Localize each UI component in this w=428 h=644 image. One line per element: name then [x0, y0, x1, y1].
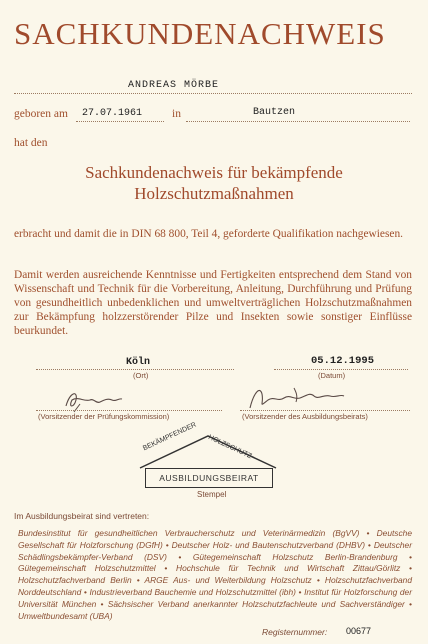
birth-date: 27.07.1961 — [82, 108, 143, 119]
hat-den-label: hat den — [14, 137, 48, 149]
birth-place-line — [186, 121, 410, 122]
signature-right-label: (Vorsitzender des Ausbildungsbeirats) — [242, 412, 368, 421]
register-number: 00677 — [346, 626, 372, 636]
stamp-label: Stempel — [197, 490, 227, 499]
board-members: Bundesinstitut für gesundheitlichen Verbraucherschutz und Veterinärmedizin (BgVV) • Deutsche Gesellschaft für Holzforschung (DGfH) • Deutscher Holz- und Bautenschutzverband (DHBV) • Deutscher Schädlingsbekämpfer-Verband (DSV) • Gütegemeinschaft Holzschutz Berlin-Brandenburg • Gütegemeinschaft Holzschutzmittel • Hochschule für Technik und Wirtschaft Zittau/Görlitz • Holzschutzfachverband Berlin • ARGE Aus- und Weiterbildung Holzschutz • Holzschutzfachverband Norddeutschland • Industrieverband Bauchemie und Holzschutzmittel (ibh) • Institut für Holzforschung der Universität München • Sächsischer Verband anerkannter Holzschutzfachleute und Sachverständiger • Umweltbundesamt (UBA) — [18, 528, 412, 621]
date-label: (Datum) — [318, 371, 346, 380]
born-label: geboren am — [14, 108, 68, 120]
date-value: 05.12.1995 — [311, 355, 375, 367]
certificate-title-line1: Sachkundenachweis für bekämpfende — [85, 163, 343, 182]
certificate-title-line2: Holzschutzmaßnahmen — [134, 184, 294, 203]
holder-name: ANDREAS MÖRBE — [128, 80, 220, 91]
paragraph-description: Damit werden ausreichende Kenntnisse und Fertigkeiten entsprechend dem Stand von Wissenschaft und Technik für die Vorbereitung, Anleitung, Durchführung und Prüfung von gesundheitlich unbedenklichen und umweltverträglichen Holzschutzmaßnahmen zur Bekämpfung holzzerstörender Pilze und Insekten sowie sonstiger Einflüsse beurkundet. — [14, 269, 412, 337]
in-label: in — [172, 108, 181, 120]
signature-left-line — [36, 410, 222, 411]
page-title: SACHKUNDENACHWEIS — [14, 16, 386, 51]
stamp-box: AUSBILDUNGSBEIRAT — [145, 468, 273, 488]
date-line — [274, 369, 408, 370]
signature-right-line — [240, 410, 410, 411]
stamp-arc-right: HOLZSCHUTZ — [207, 434, 253, 461]
paragraph-qualification: erbracht und damit die in DIN 68 800, Teil 4, geforderte Qualifikation nachgewiesen. — [14, 228, 403, 240]
register-label: Registernummer: — [262, 627, 328, 637]
place-line — [36, 369, 234, 370]
birth-place: Bautzen — [253, 107, 296, 118]
name-line — [14, 93, 412, 94]
stamp-arc-left: BEKÄMPFENDER — [142, 421, 198, 453]
birth-date-line — [76, 121, 164, 122]
place-value: Köln — [126, 357, 151, 368]
board-intro: Im Ausbildungsbeirat sind vertreten: — [14, 511, 150, 521]
signature-left-label: (Vorsitzender der Prüfungskommission) — [38, 412, 170, 421]
place-label: (Ort) — [133, 371, 149, 380]
